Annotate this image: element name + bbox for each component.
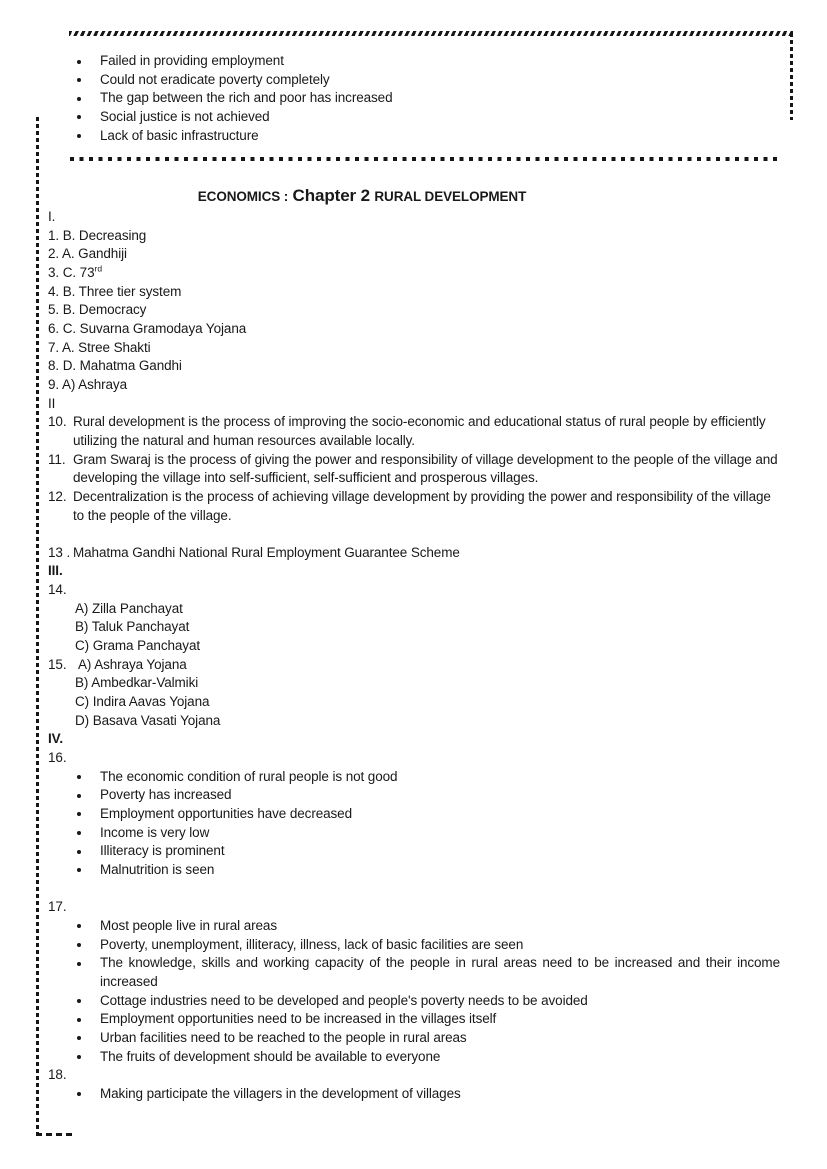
question-18-number: 18. [48, 1067, 67, 1083]
list-item [77, 89, 809, 108]
list-item [77, 805, 780, 824]
answer-12-number: 12. [48, 488, 67, 504]
list-item-text: Urban facilities need to be reached to the people in rural areas [100, 1029, 467, 1045]
list-item [77, 954, 780, 991]
intro-bullet-list [48, 52, 809, 145]
answer-13-text: Mahatma Gandhi National Rural Employment Guarantee Scheme [73, 544, 460, 560]
answer-14-option-c: C) Grama Panchayat [75, 638, 200, 654]
answer-10-text: Rural development is the process of improving the socio-economic and educational status of rural people by efficiently utilizing the natural and human resources available locally. [73, 414, 766, 448]
list-item-text: Cottage industries need to be developed and people's poverty needs to be avoided [100, 992, 588, 1008]
heading-title: RURAL DEVELOPMENT [374, 189, 527, 204]
answer-8: 8. D. Mahatma Gandhi [48, 358, 182, 374]
list-item-text: The gap between the rich and poor has increased [100, 90, 393, 106]
list-item [77, 71, 809, 90]
answer-9: 9. A) Ashraya [48, 376, 127, 392]
list-item-text: Poverty, unemployment, illiteracy, illness, lack of basic facilities are seen [100, 936, 524, 952]
list-item-text: Poverty has increased [100, 787, 232, 803]
answer-15-option-c: C) Indira Aavas Yojana [75, 694, 210, 710]
answer-15 [48, 656, 780, 675]
bullet-icon [77, 115, 81, 119]
list-item [77, 108, 809, 127]
answer-15-option-d: D) Basava Vasati Yojana [75, 712, 221, 728]
bullet-icon [77, 999, 81, 1003]
answers-body [48, 208, 780, 1103]
question-16-number: 16. [48, 750, 67, 766]
bullet-icon [77, 1036, 81, 1040]
answer-2: 2. A. Gandhiji [48, 246, 127, 262]
list-item-text: Could not eradicate poverty completely [100, 71, 330, 87]
answer-15-option-b: B) Ambedkar-Valmiki [75, 675, 199, 691]
bullet-icon [77, 60, 81, 64]
ordinal-suffix: rd [94, 263, 103, 274]
list-item-text: Illiteracy is prominent [100, 843, 225, 859]
answer-11-text: Gram Swaraj is the process of giving the power and responsibility of village development to the people of the village and developing the village into self-sufficient, self-sufficient and prosperous villages. [73, 451, 778, 486]
bullet-icon [77, 850, 81, 854]
list-item [77, 52, 809, 71]
list-item-text: Most people live in rural areas [100, 917, 277, 933]
answer-5: 5. B. Democracy [48, 302, 147, 318]
answer-15-option-a: A) Ashraya Yojana [78, 656, 187, 672]
list-item-text: Making participate the villagers in the development of villages [100, 1085, 461, 1101]
bullet-icon [77, 134, 81, 138]
answer-13-number: 13 . [48, 544, 71, 560]
bullet-icon [77, 831, 81, 835]
section-label-II: II [48, 395, 56, 411]
list-item-text: The knowledge, skills and working capacity of the people in rural areas need to be increased and their income increased [100, 955, 780, 989]
answer-11-number: 11. [48, 451, 66, 467]
list-item-text: The fruits of development should be available to everyone [100, 1048, 441, 1064]
list-item-text: The economic condition of rural people is not good [100, 768, 398, 784]
page-border-top [69, 31, 793, 36]
dotted-divider [70, 157, 777, 161]
answer-6: 6. C. Suvarna Gramodaya Yojana [48, 320, 247, 336]
list-item [77, 861, 780, 880]
heading-chapter: Chapter 2 [292, 186, 371, 205]
page-border-bottom [36, 1133, 72, 1136]
answer-10-number: 10. [48, 414, 67, 430]
answer-3-text: 3. C. 73 [48, 264, 95, 280]
answer-14-option-b: B) Taluk Panchayat [75, 619, 190, 635]
list-item [77, 1029, 780, 1048]
answer-12-text: Decentralization is the process of achieving village development by providing the power and responsibility of the village to the people of the village. [73, 488, 771, 523]
question-14-number: 14. [48, 582, 67, 598]
question-17-number: 17. [48, 899, 67, 915]
list-item [77, 127, 809, 146]
list-item-text: Lack of basic infrastructure [100, 127, 259, 143]
answer-16-list [48, 768, 780, 880]
bullet-icon [77, 812, 81, 816]
page-border-left [36, 117, 39, 1135]
bullet-icon [77, 78, 81, 82]
list-item-text: Employment opportunities need to be increased in the villages itself [100, 1011, 497, 1027]
answer-12 [48, 488, 780, 525]
answer-7: 7. A. Stree Shakti [48, 339, 151, 355]
list-item [77, 824, 780, 843]
bullet-icon [77, 1092, 81, 1096]
bullet-icon [77, 97, 81, 101]
list-item [77, 936, 780, 955]
section-label-IV: IV. [48, 731, 63, 747]
list-item-text: Malnutrition is seen [100, 861, 215, 877]
bullet-icon [77, 794, 81, 798]
answer-1: 1. B. Decreasing [48, 227, 147, 243]
answer-10 [48, 413, 780, 450]
answer-3 [48, 264, 780, 283]
section-label-I: I. [48, 209, 56, 224]
list-item-text: Employment opportunities have decreased [100, 805, 353, 821]
list-item-text: Social justice is not achieved [100, 108, 270, 124]
section-label-III: III. [48, 563, 63, 579]
heading-subject: ECONOMICS : [197, 189, 289, 204]
bullet-icon [77, 868, 81, 872]
answer-4: 4. B. Three tier system [48, 283, 182, 299]
bullet-icon [77, 962, 81, 966]
list-item-text: Income is very low [100, 824, 210, 840]
list-item-text: Failed in providing employment [100, 53, 284, 68]
list-item [77, 1010, 780, 1029]
answer-13 [48, 544, 780, 563]
list-item [77, 842, 780, 861]
answer-17-list [48, 917, 780, 1066]
answer-14-option-a: A) Zilla Panchayat [75, 600, 183, 616]
bullet-icon [77, 943, 81, 947]
list-item [77, 1048, 780, 1067]
list-item [77, 1085, 780, 1104]
bullet-icon [77, 1055, 81, 1059]
list-item [77, 768, 780, 787]
bullet-icon [77, 775, 81, 779]
answer-11 [48, 451, 780, 488]
list-item [77, 786, 780, 805]
bullet-icon [77, 1018, 81, 1022]
list-item [77, 917, 780, 936]
bullet-icon [77, 924, 81, 928]
chapter-heading [0, 186, 728, 206]
list-item [77, 992, 780, 1011]
answer-18-list [48, 1085, 780, 1104]
question-15-number: 15. [48, 656, 67, 672]
